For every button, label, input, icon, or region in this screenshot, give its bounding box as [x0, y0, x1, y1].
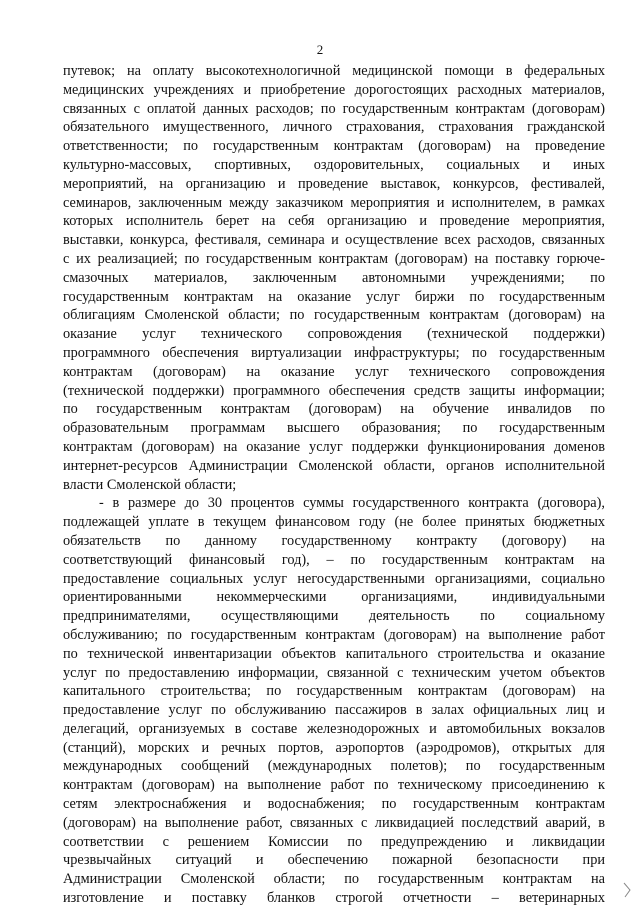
text-line: семинаров, заключенным между заказчиком мероприятия и исполнителем, в рамках	[63, 194, 605, 211]
text-line: оказание услуг технического сопровождения (технической поддержки)	[63, 326, 605, 343]
text-line: образовательным программам высшего образования; по государственным	[63, 420, 605, 437]
text-line: выставки, конкурса, фестиваля, семинара и осуществление всех расходов, связанных	[63, 232, 605, 249]
text-line: делегаций, организуемых в составе железнодорожных и автомобильных вокзалов	[63, 720, 605, 737]
text-line: государственным контрактам на оказание услуг биржи по государственным	[63, 288, 605, 305]
text-line: изготовление и поставку бланков строгой отчетности – ветеринарных	[63, 890, 605, 907]
text-line: обязательств по данному государственному контракту (договору) на	[63, 532, 605, 549]
text-line: культурно-массовых, спортивных, оздоровительных, социальных и иных	[63, 156, 605, 173]
text-line: подлежащей уплате в текущем финансовом году (не более принятых бюджетных	[63, 514, 605, 531]
text-line: сетям электроснабжения и водоснабжения; по государственным контрактам	[63, 796, 605, 813]
text-line: (договорам) на выполнение работ, связанных с ликвидацией последствий аварий, в	[63, 814, 605, 831]
text-line: смазочных материалов, заключенным автономными учреждениями; по	[63, 269, 605, 286]
text-line: интернет-ресурсов Администрации Смоленской области, органов исполнительной	[63, 457, 605, 474]
text-line: обслуживанию; по государственным контрактам (договорам) на выполнение работ	[63, 626, 605, 643]
text-line: облигациям Смоленской области; по государственным контрактам (договорам) на	[63, 307, 605, 324]
text-line: связанных с оплатой данных расходов; по государственным контрактам (договорам)	[63, 100, 605, 117]
text-line: медицинских учреждениях и приобретение дорогостоящих расходных материалов,	[63, 81, 605, 98]
text-line: услуг по предоставлению информации, связанной с техническим учетом объектов	[63, 664, 605, 681]
text-line: путевок; на оплату высокотехнологичной медицинской помощи в федеральных	[63, 63, 605, 79]
scan-edge-mark	[622, 881, 632, 899]
text-line: ориентированными некоммерческими организациями, индивидуальными	[63, 589, 605, 606]
text-line: контрактам (договорам) на оказание услуг технического сопровождения	[63, 363, 605, 380]
page-number: 2	[316, 42, 324, 57]
text-line: соответствии с решением Комиссии по предупреждению и ликвидации	[63, 833, 605, 850]
text-line: соответствующий финансовый год), – по государственным контрактам на	[63, 551, 605, 568]
text-line: предпринимателями, осуществляющими деятельность по социальному	[63, 608, 605, 625]
text-line: капитального строительства; по государственным контрактам (договорам) на	[63, 683, 605, 700]
text-line: власти Смоленской области;	[63, 476, 237, 493]
text-line: (станций), морских и речных портов, аэропортов (аэродромов), открытых для	[63, 739, 605, 756]
text-line: обязательного имущественного, личного страхования, страхования гражданской	[63, 119, 605, 136]
text-line: мероприятий, на организацию и проведение выставок, конкурсов, фестивалей,	[63, 175, 605, 192]
text-line: контрактам (договорам) на выполнение работ по техническому присоединению к	[63, 777, 605, 794]
text-line: предоставление социальных услуг негосударственными организациями, социально	[63, 570, 605, 587]
text-line: (технической поддержки) программного обеспечения средств защиты информации;	[63, 382, 605, 399]
text-line: контрактам (договорам) на оказание услуг поддержки функционирования доменов	[63, 438, 605, 455]
text-line: которых исполнитель берет на себя организацию и проведение мероприятия,	[63, 213, 605, 230]
text-line: с их реализацией; по государственным контрактам (договорам) на поставку горюче-	[63, 250, 605, 267]
text-line: по технической инвентаризации объектов капитального строительства и оказание	[63, 645, 605, 662]
text-line: Администрации Смоленской области; по государственным контрактам на	[63, 871, 605, 888]
text-line: - в размере до 30 процентов суммы государственного контракта (договора),	[99, 495, 605, 512]
text-line: по государственным контрактам (договорам) на обучение инвалидов по	[63, 401, 605, 418]
text-line: предоставление услуг по обслуживанию пассажиров в залах официальных лиц и	[63, 702, 605, 719]
text-line: международных сообщений (международных полетов); по государственным	[63, 758, 605, 775]
text-line: чрезвычайных ситуаций и обеспечению пожарной безопасности при	[63, 852, 605, 869]
text-line: ответственности; по государственным контрактам (договорам) на проведение	[63, 138, 605, 155]
text-line: программного обеспечения виртуализации инфраструктуры; по государственным	[63, 344, 605, 361]
document-body-text	[63, 62, 605, 908]
